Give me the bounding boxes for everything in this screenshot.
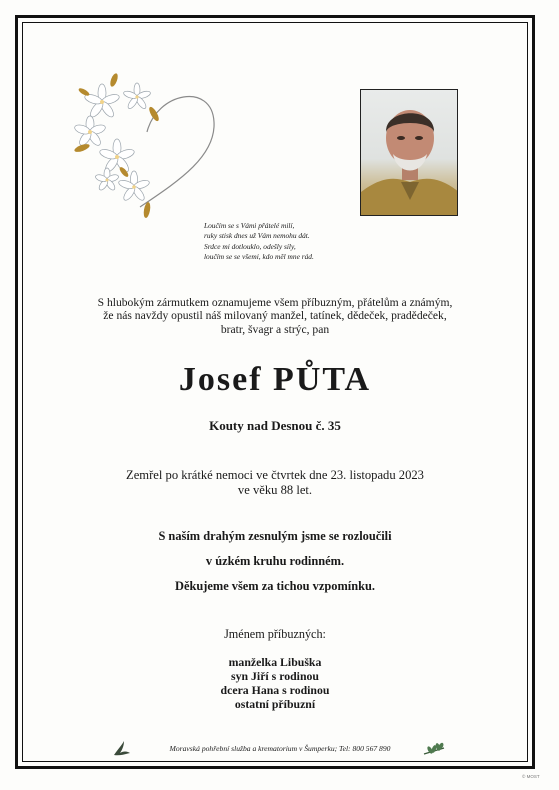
intro-line: že nás navždy opustil náš milovaný manžel, tatínek, dědeček, pradědeček, (103, 309, 447, 323)
funeral-service-footer: Moravská pohřební služba a krematorium v Šumperku; Tel: 800 567 890 (169, 744, 391, 753)
relative-item: ostatní příbuzní (234, 697, 316, 711)
deceased-address: Kouty nad Desnou č. 35 (209, 418, 341, 433)
farewell-line: Děkujeme všem za tichou vzpomínku. (175, 579, 375, 593)
on-behalf-heading: Jménem příbuzných: (224, 627, 326, 641)
heart-flowers-icon (62, 62, 227, 227)
relative-item: syn Jiří s rodinou (231, 669, 319, 683)
death-line: Zemřel po krátké nemoci ve čtvrtek dne 23. listopadu 2023 (126, 468, 424, 482)
portrait-photo (360, 89, 458, 216)
branch-icon (422, 739, 446, 757)
death-notice (60, 468, 490, 498)
relative-item: manželka Libuška (228, 655, 322, 669)
poem-line: loučím se se všemi, kdo měl mne rád. (204, 252, 314, 262)
farewell-line: v úzkém kruhu rodinném. (205, 554, 345, 568)
poem-line: Srdce mi dotlouklo, odešly síly, (204, 241, 296, 251)
farewell-line: S naším drahým zesnulým jsme se rozloučili (158, 529, 392, 543)
deceased-name: Josef PŮTA (178, 361, 372, 398)
portrait-image (361, 90, 458, 216)
copyright-mark: © MOST (522, 774, 540, 779)
intro-line: S hlubokým zármutkem oznamujeme všem příbuzným, přátelům a známým, (97, 296, 453, 309)
intro-line: bratr, švagr a strýc, pan (220, 322, 330, 336)
death-line: ve věku 88 let. (237, 483, 313, 497)
intro-text (60, 296, 490, 336)
poem (204, 221, 404, 263)
poem-line: Loučím se s Vámi přátelé milí, (204, 221, 295, 230)
bird-icon (112, 739, 132, 759)
relatives-list (60, 655, 490, 711)
poem-line: ruky stisk dnes už Vám nemohu dát. (204, 231, 310, 241)
relative-item: dcera Hana s rodinou (220, 683, 330, 697)
farewell-text (60, 524, 490, 599)
